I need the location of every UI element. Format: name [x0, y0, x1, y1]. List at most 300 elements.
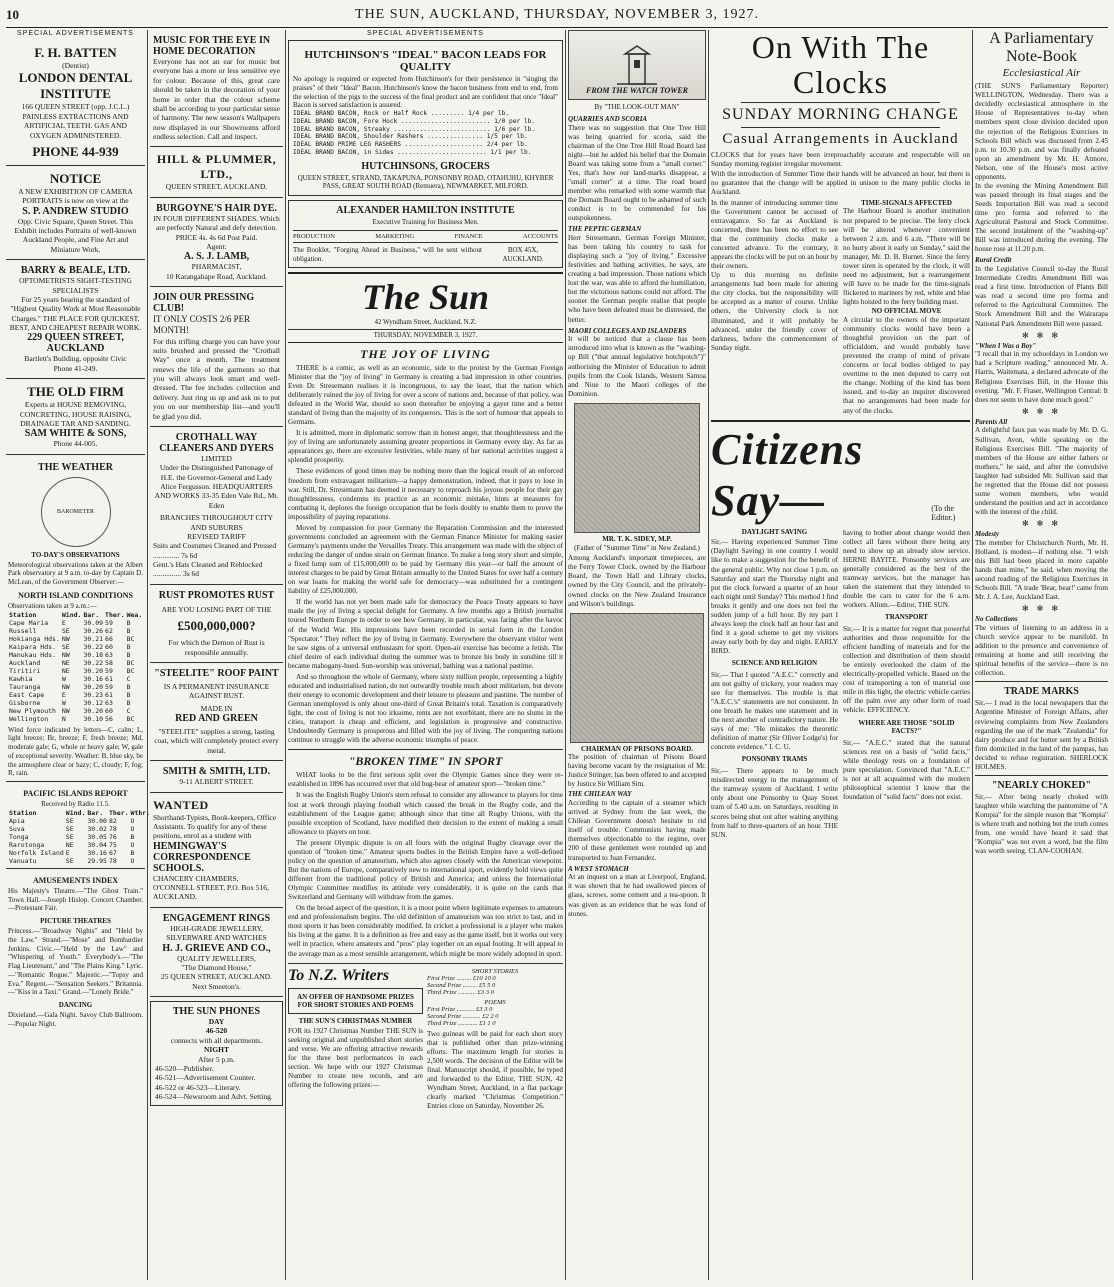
- divider-stars: ✻ ✻ ✻: [1021, 330, 1062, 340]
- batten-addr: 166 QUEEN STREET (opp. J.C.L.) PAINLESS EXTRACTIONS AND ARTIFICIAL TEETH. GAS AND OXYGEN ADMINISTERED.: [21, 102, 130, 140]
- barry-phone: Phone 41-249.: [53, 363, 98, 373]
- station-row: [8, 707, 143, 715]
- table-cell: New Plymouth: [9, 706, 56, 715]
- sidey-photo: [574, 403, 700, 533]
- joy-p5: If the world has not yet been made safe for democracy the Peace Treaty appears to have made the joy of living a special delight for Germany. A few months ago a British journalist toured Northern Europe in order to see how Germany, in particular, was faring after the havoc of the World War. His impressions have been recorded in serial form in the London "Spectator." They reflect the joy of living in Germany. Everywhere the observant visitor went he saw signs of a universal enthusiasm for sport. Open-air exercise has become a fetish. The chief desire of each individual during the summer was to bronze his body in sunshine till it became mahogany-hued. Sun-worship was universal, bathing was a national pastime.: [288, 598, 563, 670]
- studio-sub: Opp. Civic Square, Queen Street. This Exhibit includes Portraits of well-known Auckland People, and Fine Art and Miniature Work.: [14, 216, 137, 254]
- science-text: Sir,— That I quoted "A.E.C." correctly and am not guilty of trickery, your readers may see for themselves. The trouble is that "A.E.C.'s" statements are not consistent. In one breath he makes one statement and in the next another of contradictory nature. He says of me: "He mistakes the theoretic definition of matter (Sir Oliver Lodge's) for concrete evidence." I. C. U.: [711, 670, 838, 752]
- hamilton-tabs: [293, 230, 558, 243]
- joy-p4: Moved by compassion for poor Germany the Reparation Commission and the interested governments concluded an agreement with the German Finance Minister for making easier Germany's payments under the Versailles Treaty. This arrangement was made with the object of reducing the danger of undue strain on German finance. To make a long story short and simple, a fixed lump sum of £15,000,000 to be paid by Germany this year—or half the amount of interest charges to be paid by Great Britain annually to the United States for over half a century on war loans for making the world safe for democracy—was substituted for a contingent liability of £25,000,000.: [288, 523, 563, 596]
- station-row: [8, 651, 143, 659]
- rings-addr: 25 QUEEN STREET, AUCKLAND.: [161, 972, 272, 982]
- table-cell: Vanuatu: [9, 856, 37, 865]
- collections-text: The virtues of listening to an address in a church service appear to be manifold. In addition to the presence and convenience of remaining at home and still receiving the spiritual benefits of the service—there is no collection.: [975, 624, 1108, 678]
- barry-role: OPTOMETRISTS SIGHT-TESTING SPECIALISTS: [19, 276, 132, 295]
- writers-title: To N.Z. Writers: [288, 966, 390, 984]
- table-cell: NW: [61, 706, 70, 715]
- po-prize: Third Prize ............ £1 1 0: [427, 1019, 496, 1027]
- quarries-title: QUARRIES AND SCORIA: [568, 114, 648, 123]
- modesty-title: Modesty: [975, 530, 1000, 539]
- table-cell: Suva: [9, 824, 25, 833]
- joy-p6: And so throughout the whole of Germany, where sixty million people, representing a highly educated and industrialised nation, do not outwardly trouble much about militarism, but devote their energy to economic development and their leisure to pleasure and pastime. The number of German unemployed is only about one-third of Great Britain's total. Taxation is comparatively light, the cost of living is not too irksome, rents are not exorbitant, there are no slums in the cities, transport is cheap and efficient, and legislation is progressive and constructive. Undoubtedly Germany is prosperous and filled with the joy of living. The conquering nations continue to struggle with the adverse economic triumphs of peace.: [288, 672, 563, 745]
- broken-p1: WHAT looks to be the first serious split over the Olympic Games since they were re-established in 1896 has occurred over that old bug-bear of amateur sport—"broken time.": [288, 771, 563, 789]
- rust-text: ARE YOU LOSING PART OF THE: [161, 604, 272, 614]
- table-cell: Wind.: [65, 808, 86, 817]
- pacific-table: [8, 809, 151, 865]
- rust-title: RUST PROMOTES RUST: [158, 589, 275, 601]
- amusements-title: AMUSEMENTS INDEX: [32, 875, 119, 885]
- pacific-row: [8, 849, 151, 857]
- wanted-title: WANTED: [153, 797, 209, 812]
- table-cell: Bar.: [87, 808, 104, 817]
- station-row: [8, 643, 143, 651]
- hamilton-ad: [288, 200, 563, 268]
- bacon-item: IDEAL BRAND BACON, Shoulder Rashers ............... 1/5 per lb.: [293, 133, 528, 141]
- section-label: SPECIAL ADVERTISEMENTS: [367, 30, 484, 37]
- table-cell: 30.16: [83, 674, 104, 683]
- po-prize: Second Prize ........... £2 2 0: [427, 1012, 499, 1020]
- divider-stars: ✻ ✻ ✻: [1021, 519, 1062, 529]
- table-cell: B: [126, 690, 131, 699]
- table-cell: 75: [108, 840, 117, 849]
- table-cell: Manukau Hds.: [9, 650, 56, 659]
- table-cell: 82: [108, 816, 117, 825]
- ponsonby-text: Sir,— There appears to be much misdirected energy in the management of the tramway system of Auckland. I write only about one Ponsonby to Quay Street tram of 5.40 a.m. on Saturdays, resulting in scores being shut out after waiting anything from half to three-quarters of an hour. THE SUN.: [711, 767, 838, 839]
- science-title: SCIENCE AND RELIGION: [731, 659, 818, 668]
- music-text: Everyone has not an ear for music but everyone has a more or less sensitive eye for colour. Because of this, great care should be taken in the decoration of your home in order that the colour scheme shall be according to your particular sense of harmony. The new season's Wallpapers now displayed in our Showrooms afford endless selection. Call and inspect.: [153, 57, 280, 141]
- column-clocks-citizens: [711, 30, 970, 1282]
- table-cell: Station: [9, 808, 37, 817]
- pt-text: Princess.—"Broadway Nights" and "Held by the Law." Strand.—"Mose" and Bombardier Jenkins. Civic.—"Held by the Law" and "Whispering of Youth." Everybody's.—"The Flag Lieutenant," and "The Plains King." Lyric.—"Romantic Rogue." Majestic.—"Topsy and Eva." Regent.—"Sensation Seekers." Britannia.—"Kiss in a Taxi." Grand.—"Lonely Bride.": [8, 927, 143, 997]
- table-cell: 30.04: [87, 840, 107, 849]
- table-cell: B: [126, 682, 131, 691]
- phones-day-num: 46-520: [205, 1026, 228, 1036]
- hill-ad: [150, 147, 283, 197]
- bacon-item: IDEAL BRAND BACON, Fore Hock ........................ 1/0 per lb.: [293, 117, 536, 125]
- table-cell: BC: [126, 634, 135, 643]
- table-cell: O: [130, 840, 135, 849]
- watch-p2: Herr Stresemann, German Foreign Minister, has been taking his country to task for displaying such a "joy of living." Excessive festivities and bathing activities, he says, are creating a bad impression. Those nations which lost the war, was able to afford the humiliation, but the victorious nations could not afford. The sooner the German people realise that people who have been defeated must be distressed, the better.: [568, 233, 706, 324]
- table-cell: O: [130, 856, 135, 865]
- po-prize: First Prize ........... £3 3 0: [427, 1005, 493, 1013]
- phones-night-sub: After 5 p.m.: [198, 1054, 235, 1064]
- table-cell: NW: [61, 634, 70, 643]
- hamilton-sub: Executive Training for Business Men.: [372, 218, 479, 226]
- oldfirm-phone: Phone 44-005.: [53, 439, 98, 449]
- po-title: POEMS: [484, 998, 506, 1006]
- table-cell: Norfolk Island: [9, 848, 64, 857]
- rings-slogan: "The Diamond House,": [181, 962, 252, 972]
- solid-text: Sir,— "A.E.C." stated that the natural sciences rest on a basis of "solid facts," while theology rests on a foundation of pure speculation. Convinced that "A.E.C." is not at all acquainted with the modern philosophical scientist I know that the foundation of "solid facts" does not exist.: [843, 739, 970, 802]
- daylight-title: DAYLIGHT SAVING: [741, 527, 808, 536]
- table-cell: C: [126, 674, 131, 683]
- bacon-item: IDEAL BRAND BACON, in Sides ........................ 1/1 per lb.: [293, 148, 532, 156]
- sun-logo: The Sun: [361, 277, 490, 318]
- table-cell: 61: [105, 690, 113, 699]
- bacon-item: IDEAL BRAND BACON, Streaky .......................... 1/6 per lb.: [293, 125, 536, 133]
- crothall-sub: LIMITED: [201, 453, 232, 463]
- joy-p1: THERE is a comic, as well as an economic, side to the protest by the German Foreign Minister that the "joy of living" in Germany is creating a bad impression in other countries. Even Dr. Stresemann realises it is incongruous, to say the least, that the nation which deliberately ruined the joy of living for over a score of nations and, because of that policy, was defeated in the World War, should so soon thereafter be enjoying a gayer time and a better standard of living than the majority of its conquerors. This is the sort of humour that appeals to Germans.: [288, 363, 563, 427]
- table-cell: NE: [61, 666, 70, 675]
- pacific-row: [8, 817, 151, 825]
- watch-p1: There was no suggestion that One Tree Hill was being quarried for scoria, said the chairman of the One Tree Hill Road Board last night—but he added his belief that the Domain Board was taking some from a "small corner." Yes, that's how our land-marks disappear, a "small corner" at a time. The road board member who remarked with some warmth that the Domain Board ought to be ashamed of such conduct is to be commended for his outspokenness.: [568, 123, 706, 223]
- table-cell: 66: [105, 634, 113, 643]
- burgoyne-addr: 10 Karangahape Road, Auckland.: [165, 271, 267, 281]
- studio-name: S. P. ANDREW STUDIO: [22, 205, 129, 217]
- table-cell: O: [130, 824, 135, 833]
- stomach-title: A WEST STOMACH: [568, 864, 629, 873]
- wanted-ad: [150, 793, 283, 908]
- section-label: SPECIAL ADVERTISEMENTS: [17, 30, 134, 37]
- phones-line: 46-524—Newsroom and Advt. Setting.: [155, 1092, 273, 1101]
- nic-title: NORTH ISLAND CONDITIONS: [18, 590, 133, 600]
- rings-sub: HIGH-GRADE JEWELLERY, SILVERWARE AND WATCHES: [166, 923, 267, 943]
- clocks-p2: In the manner of introducing summer time the Government cannot be accused of extravagance. So far as Auckland is concerned, there has been no effort to see that the community clocks make a concerted advance. To the contrary, it appears the clocks will be put on an hour by their owners.: [711, 198, 838, 271]
- choked-title: "NEARLY CHOKED": [992, 779, 1091, 791]
- station-row: [8, 683, 143, 691]
- mid-text: having to bother about change would then collect all fares without there being any need to show up an already slow service. HERNE BAYITE. Ponsonby services are generally considered as the best of the tramway services, but the manager has taken the statement that they intended to double the cars to cater for the 6 a.m. workers. Allum.—Editor, THE SUN.: [843, 528, 970, 610]
- steelite-ad: [150, 663, 283, 761]
- smith-addr: 9-11 ALBERT STREET.: [179, 777, 254, 787]
- pressing-title: JOIN OUR PRESSING CLUB!: [153, 292, 255, 314]
- table-cell: 78: [108, 824, 117, 833]
- amusements-section: [6, 869, 145, 1032]
- chairman-caption: CHAIRMAN OF PRISONS BOARD.: [580, 744, 694, 753]
- phones-night: NIGHT: [203, 1045, 229, 1055]
- crothall-line2: Gent.'s Hats Cleaned and Reblocked ............... 3s 6d: [153, 560, 263, 579]
- table-cell: 56: [105, 714, 113, 723]
- table-cell: SE: [65, 824, 74, 833]
- table-cell: 30.18: [83, 650, 104, 659]
- table-cell: 30.16: [87, 848, 107, 857]
- watch-by: By "THE LOOK-OUT MAN": [594, 103, 680, 111]
- table-cell: E: [61, 618, 66, 627]
- table-cell: N: [61, 714, 66, 723]
- divider-stars: ✻ ✻ ✻: [1021, 604, 1062, 614]
- batten-role: (Dentist): [62, 61, 89, 70]
- notice-ad: [6, 166, 145, 260]
- table-cell: O: [130, 816, 135, 825]
- noofficial-title: NO OFFICIAL MOVE: [871, 307, 942, 316]
- clocks-casual: Casual Arrangements in Auckland: [722, 131, 959, 148]
- pacific-sub: Received by Radio 11.5.: [41, 800, 110, 809]
- notice-title: NOTICE: [49, 170, 102, 186]
- table-cell: 30.23: [83, 690, 104, 699]
- table-cell: NW: [61, 650, 70, 659]
- table-cell: 63: [105, 698, 113, 707]
- table-cell: C: [126, 706, 131, 715]
- rural-text: In the Legislative Council to-day the Rural Intermediate Credits Amendment Bill was read a first time. Introduction of Plants Bill was read a second time pro forma and referred to the Agricultural Committee. The Stock Amendment Bill and the Wairarapa National Park Amendment Bill were passed.: [975, 265, 1108, 328]
- pressing-cost: IT ONLY COSTS 2/6 PER MONTH!: [153, 314, 251, 336]
- table-cell: W: [61, 698, 66, 707]
- table-cell: SE: [65, 856, 74, 865]
- table-cell: 60: [105, 706, 113, 715]
- phones-title: THE SUN PHONES: [172, 1006, 261, 1017]
- table-cell: 60: [105, 642, 113, 651]
- parents-text: A delightful faux pas was made by Mr. D. G. Sullivan, Avon, while speaking on the Religious Exercises Bill. "The majority of members of the House are either fathers or mothers," he said, and after the convulsive laughter had subsided Mr. Sullivan said that he regretted that the House did not possess some women members, who would understand the position and act in accordance with the interest of the child.: [975, 426, 1108, 516]
- rural-title: Rural Credit: [975, 256, 1012, 265]
- phones-day: DAY: [208, 1017, 225, 1026]
- phones-line: 46-521—Advertisement Counter.: [155, 1073, 256, 1083]
- writers-text2: Two guineas will be paid for each short story that is published other than prize-winning efforts. The maximum length for stories is 2,500 words. The decision of the Editor will be final. Manuscript should, if possible, be typed and forwarded to the Editor, THE SUN, 42 Wyndham Street, Auckland, in a flat package clearly marked "Christmas Competition." Entries close on Saturday, November 26.: [427, 1029, 563, 1111]
- column-ads-left: [6, 30, 151, 1282]
- modesty-text: The member for Christchurch North, Mr. H. Holland, is modest—if nothing else. "I wish this Bill had been placed in more capable hands than mine," he said, when moving the second reading of the Religious Exercises in Schools Bill. "A trade 'Bear, bear!' came from Mr. J. A. Lee, Auckland East.: [975, 538, 1108, 602]
- oldfirm-title: THE OLD FIRM: [27, 384, 124, 400]
- station-row: [8, 635, 143, 643]
- table-cell: 30.22: [83, 658, 104, 667]
- sun-addr: 42 Wyndham Street, Auckland, N.Z.: [374, 318, 477, 327]
- smith-name: SMITH & SMITH, LTD.: [162, 766, 271, 778]
- table-cell: 30.26: [83, 626, 104, 635]
- watch-tower-logo: [568, 30, 706, 100]
- pacific-row: [8, 825, 151, 833]
- table-cell: SE: [61, 642, 70, 651]
- table-cell: SE: [61, 626, 70, 635]
- choked-text: Sir,— After being nearly choked with laughter while watching the pantomime of "A Kompia" for the simple reason that "Kompia" is where truth and nothing but the truth comes from, one would have heard it said that "Kompia" was not even a word, but the film was worth seeing. CLAN-COOHAN.: [975, 792, 1108, 856]
- rust-ad: [150, 585, 283, 663]
- bacon-text: No apology is required or expected from Hutchinson's for their persistence in "singing the praises" of their "Ideal" Bacon. Hutchinson's know the bacon business from end to end, from the selection of the pigs to the success of the final product and are confident that once "Ideal" Bacon is served satisfaction is assured.: [293, 75, 558, 110]
- column-editorial: [288, 30, 563, 1282]
- obs-text: Meteorological observations taken at the Albert Park observatory at 9 a.m. to-day by Captain D. McLean, of the Government Observer:—: [8, 560, 143, 587]
- table-cell: 30.05: [87, 832, 107, 841]
- peptic-title: THE PEPTIC GERMAN: [568, 225, 642, 234]
- table-cell: Wthr.: [130, 808, 151, 817]
- station-row: [8, 659, 143, 667]
- station-row: [8, 611, 143, 619]
- table-cell: 30.20: [83, 682, 104, 691]
- clocks-title: On With The Clocks: [751, 29, 930, 101]
- table-cell: 76: [108, 832, 117, 841]
- pt-title: PICTURE THEATRES: [40, 917, 111, 926]
- table-cell: 58: [105, 658, 113, 667]
- barometer-label: BAROMETER: [56, 508, 94, 515]
- bacon-item: IDEAL BRAND PRIME LEG RASHERS ..................... 2/4 per lb.: [293, 141, 528, 148]
- page-number: 10: [6, 7, 19, 22]
- rust-amount: £500,000,000?: [177, 618, 256, 634]
- table-cell: B: [130, 848, 135, 857]
- table-cell: 63: [105, 650, 113, 659]
- clocks-lead: CLOCKS that for years have been irreproachably accurate and respectable will on Sunday morning register irregular movement.: [711, 151, 970, 169]
- burgoyne-text: IN FOUR DIFFERENT SHADES. Which are perfectly Natural and defy detection.: [153, 213, 280, 233]
- table-cell: 30.21: [83, 634, 104, 643]
- sun-date: THURSDAY, NOVEMBER 3, 1927.: [288, 329, 563, 340]
- crothall-ad: [150, 427, 283, 585]
- hill-addr: QUEEN STREET, AUCKLAND.: [165, 182, 268, 192]
- pacific-section: [6, 782, 151, 869]
- table-cell: Bar.: [83, 610, 100, 619]
- column-parliament: [975, 30, 1108, 1282]
- table-cell: 29.95: [87, 856, 107, 865]
- table-cell: B: [130, 832, 135, 841]
- table-cell: Kawhia: [9, 674, 33, 683]
- weather-title: THE WEATHER: [38, 461, 113, 473]
- station-row: [8, 675, 143, 683]
- chilean-title: THE CHILEAN WAY: [568, 790, 632, 799]
- crothall-branches: BRANCHES THROUGHOUT CITY AND SUBURBS: [159, 513, 274, 532]
- table-cell: Gisborne: [9, 698, 41, 707]
- table-cell: B: [126, 626, 131, 635]
- pressing-text: For this trifling charge you can have your suits brushed and pressed the "Crothall Way" once a month. The treatment renews the life of the garments so that you will always look smart and well-dressed. The fee includes collection and delivery. Just ring us up and ask us to put you on our membership list—and you'll be glad you did.: [153, 336, 280, 421]
- broken-p2: It was the English Rugby Union's stern refusal to consider any allowance to players for time lost at work through playing football which caused the break in the Rugby code, and the establishment of the League game; although since that time all Rugby Unions, with the possible exception of Scotland, have modified their decision to the extent of making a small allowance to players on tour.: [288, 791, 563, 836]
- table-cell: 30.20: [83, 706, 104, 715]
- stations-table: [8, 611, 143, 723]
- steelite-made: MADE IN: [200, 703, 233, 713]
- hemingway-addr: CHANCERY CHAMBERS, O'CONNELL STREET, P.O. Box 516, AUCKLAND.: [153, 873, 269, 902]
- hamilton-box: BOX 45X, AUCKLAND.: [502, 245, 544, 263]
- trade-text: Sir,— I read in the local newspapers that the Argentine Minister of Foreign Affairs, after reviewing complaints from New Zealanders regarding the use of the mark "Zealandia" for dairy produce and for butter sent by a British firm domiciled in the land of the pampas, has decided to refuse registration. SHERLOCK HOLMES.: [975, 699, 1108, 771]
- nic-sub: Observations taken at 9 a.m.:—: [8, 601, 97, 610]
- table-cell: BC: [126, 666, 135, 675]
- smith-ad: [150, 761, 283, 792]
- broken-article: [288, 771, 563, 958]
- burgoyne-name: A. S. J. LAMB,: [183, 251, 250, 263]
- table-cell: Wind.: [61, 610, 82, 619]
- obs-title: TO-DAY'S OBSERVATIONS: [31, 550, 120, 559]
- burgoyne-agent: Agent:: [206, 241, 227, 251]
- barometer-icon: [41, 477, 111, 547]
- baby-text: "I recall that in my schooldays in London we had a Scripture reading," announced Mr. A. Harris, Waitemata, a declared advocate of the Religious Exercises Bill, in the House this evening. "Mr. F. Fraser, Wellington Central: It does not seem to have done much good.": [975, 350, 1108, 404]
- burgoyne-price: PRICE 4s. 4s 6d Post Paid.: [175, 232, 258, 242]
- hamilton-book: The Booklet, "Forging Ahead in Business," will be sent without obligation.: [293, 245, 482, 263]
- clocks-p1: With the introduction of Summer Time their hands will be advanced an hour, but there is no guarantee that the change will be applied in unison to the many public clocks in Auckland.: [711, 169, 970, 196]
- pacific-row: [8, 833, 151, 841]
- wind-text: Wind force indicated by letters—C, calm; L, light breeze; Br, breeze; F, fresh breeze; Md, moderate gale; G, whole or heavy gale; W, gale of exceptional severity. Weather: B, blue sky, be the atmosphere clear or hazy; C, cloudy; F, fog; R, rain.: [8, 725, 143, 778]
- pacific-title: PACIFIC ISLANDS REPORT: [23, 789, 128, 799]
- table-cell: 67: [108, 848, 117, 857]
- table-cell: Tonga: [9, 832, 29, 841]
- table-cell: 30.00: [87, 816, 107, 825]
- batten-phone: PHONE 44-939: [32, 143, 119, 159]
- pacific-row: [8, 841, 151, 849]
- chairman-photo: [570, 613, 704, 743]
- ss-prize: First Prize ......... £10 10 0: [427, 974, 496, 982]
- watch-p5: According to the captain of a steamer which arrived at Sydney from the last week, the Chilean Government doesn't hesitate to rid itself of trouble. Communists having made themselves objectionable to the regime, over 200 of these gentlemen were rounded up and transported to Juan Fernandez.: [568, 799, 706, 862]
- table-cell: Tauranga: [9, 682, 41, 691]
- pressing-ad: [150, 287, 283, 427]
- table-cell: Hokianga Hds.: [9, 634, 60, 643]
- table-cell: Apia: [9, 816, 25, 825]
- station-row: [8, 619, 143, 627]
- phones-box: [150, 1001, 283, 1106]
- crothall-line1: Suits and Costumes Cleaned and Pressed .............. 7s 6d: [153, 541, 277, 560]
- table-cell: NW: [61, 682, 70, 691]
- hill-name: HILL & PLUMMER, LTD.,: [156, 152, 277, 182]
- barry-text: For 25 years bearing the standard of "Highest Quality Work at Most Reasonable Charges." THE PLACE FOR QUICKEST, BEST, AND CHEAPEST REPAIR WORK.: [9, 294, 142, 332]
- table-cell: E: [61, 690, 66, 699]
- table-cell: W: [61, 674, 66, 683]
- tsa-title: TIME-SIGNALS AFFECTED: [861, 198, 952, 207]
- bacon-item: IDEAL BRAND BACON, Rock or Half Rock ......... 1/4 per lb.: [293, 110, 510, 117]
- table-cell: Wellington: [9, 714, 49, 723]
- burgoyne-role: PHARMACIST,: [191, 262, 242, 272]
- table-cell: Tiritiri: [9, 666, 41, 675]
- writers-text: FOR its 1927 Christmas Number THE SUN is seeking original and unpublished short stories and verse. We are offering attractive rewards for the three best performances in each section. We hope with our 1927 Christmas Number to create new records, and are offering the following prizes:—: [288, 1026, 423, 1089]
- weather-section: [6, 455, 145, 783]
- oldfirm-ad: [6, 379, 145, 455]
- joy-p3: These evidences of good times may be nothing more than the logical result of an enforced freedom from extravagant militarism—a happy demonstration, indeed, that it pays to lose in war. Still, Dr. Stresemann has deemed it necessary to reproach his joyous people for their gay thoughtlessness, condemns its practice as an economic mistake, hints at measures for combating it, deplores the foreign occupation that he feels doubly to enable them to prove the impossibility of paying reparations.: [288, 467, 563, 521]
- table-cell: B: [126, 698, 131, 707]
- table-cell: B: [126, 642, 131, 651]
- station-row: [8, 699, 143, 707]
- dance-text: Dixieland.—Gala Night. Savoy Club Ballroom.—Popular Night.: [8, 1011, 143, 1028]
- transport-text: Sir,— It is a matter for regret that powerful authorities and those responsible for the efficient handling of materials and for the collection and distribution of them should be entirely overlooked the claim of the electrically-propelled vehicle. Based on the cost of transporting a ton of material one mile in this light, the electric vehicle carries off the palm over any other form of road vehicle. EFFICIENCY.: [843, 624, 970, 715]
- steelite-colors: RED AND GREEN: [175, 713, 258, 724]
- writers-xmas: THE SUN'S CHRISTMAS NUMBER: [298, 1016, 413, 1025]
- oldfirm-name: SAM WHITE & SONS,: [24, 428, 127, 440]
- parl-intro: (THE SUN'S Parliamentary Reporter) WELLINGTON, Wednesday. There was a decidedly ecclesiastical atmosphere in the House of Representatives to-day when members spent close division decided upon the rejection of the Religious Exercises in Schools Bill which was discussed from 2.45 p.m. to 10.30 p.m. and was finally defeated upon an amendment by Mr. H. Atmore, Nelson, one of the House's most active opponents.: [975, 82, 1108, 181]
- rings-ad: [150, 908, 283, 997]
- collections-title: No Collections: [975, 615, 1018, 624]
- steelite-text: IS A PERMANENT INSURANCE AGAINST RUST.: [163, 681, 270, 701]
- pacific-row: [8, 857, 151, 865]
- bacon-addr: QUEEN STREET, STRAND, TAKAPUNA, PONSONBY ROAD, OTAHUHU, KHYBER PASS, GREAT SOUTH ROAD (Remuera), NEWMARKET, MILFORD.: [297, 173, 554, 191]
- station-row: [8, 627, 143, 635]
- ss-prize: Second Prize ......... £5 5 0: [427, 981, 496, 989]
- clocks-sub: SUNDAY MORNING CHANGE: [722, 106, 959, 124]
- sidey-caption-sub: (Father of "Summer Time" in New Zealand.): [574, 543, 700, 552]
- table-cell: 30.02: [87, 824, 107, 833]
- table-cell: SE: [65, 816, 74, 825]
- wanted-text: Shorthand-Typists, Book-keepers, Office Assistants. To qualify for any of these positions, enrol as a student with: [153, 812, 277, 841]
- batten-inst2: INSTITUTE: [40, 86, 111, 102]
- sidey-caption: MR. T. K. SIDEY, M.P.: [602, 534, 672, 543]
- phones-line: 46-522 or 46-523—Literary.: [155, 1082, 241, 1092]
- parents-title: Parents All: [975, 417, 1008, 426]
- column-ads-second: [150, 30, 283, 1282]
- joy-article: [288, 364, 563, 746]
- ss-title: SHORT STORIES: [471, 967, 519, 975]
- hemingway-title: HEMINGWAY'S CORRESPONDENCE SCHOOLS.: [153, 840, 251, 874]
- table-cell: Kaipara Hds.: [9, 642, 56, 651]
- column-watch-tower: [568, 30, 706, 1282]
- station-row: [8, 691, 143, 699]
- masthead: [6, 4, 1108, 26]
- batten-inst1: LONDON DENTAL: [18, 70, 133, 86]
- bacon-ad: [288, 40, 563, 196]
- citizens-title: Citizens Say—: [711, 424, 864, 525]
- watch-title: FROM THE WATCH TOWER: [585, 86, 689, 95]
- barry-addr2: Bartlett's Building, opposite Civic: [24, 354, 127, 364]
- tower-icon: [607, 46, 667, 86]
- joy-p2: It is admitted, more in diplomatic sorrow than in honest anger, that thoughtlessness and the joy of living are unfortunately assuming greater proportions in Germany every day. As far as appearances go, there are excessive festivities, while many of her national activities suggest a splendid prosperity.: [288, 429, 563, 465]
- hamilton-tab: ACCOUNTS: [522, 232, 558, 240]
- hamilton-title: ALEXANDER HAMILTON INSTITUTE: [336, 205, 515, 216]
- barry-name: BARRY & BEALE, LTD.: [20, 265, 131, 277]
- table-cell: B: [126, 618, 131, 627]
- rings-role: QUALITY JEWELLERS,: [177, 953, 256, 963]
- joy-title: THE JOY OF LIVING: [360, 346, 491, 361]
- table-cell: 30.20: [83, 666, 104, 675]
- watch-p3: It will be noticed that a clause has been introduced into what is known as the "washing-up Bill ("that annual legislative hotchpotch")" authorising the Minister of Education to admit pupils from the Cook Islands, Western Samoa and Niue to the Maori colleges of the Dominion.: [568, 335, 706, 398]
- clocks-p4: The Harbour Board is another institution not prepared to be precise. The ferry clock will be altered whenever convenient between 2 a.m. and 6 a.m. "There will be no hurry about it early on Sunday," said the manager, Mr. D. B. Burnet. Since the ferry tower siren is operated by the clock, it will need no adjustment, but a rearrangement will have to be made for the time-signals flickered to mariners by red, white and blue lights hoisted to the ferry building mast.: [843, 207, 970, 307]
- phones-day-text: connects with all departments.: [170, 1035, 263, 1045]
- chairman-caption-sub: The position of chairman of Prisons Board having become vacant by the resignation of Mr. Justice Stringer, has been offered to and accepted by Justice Sir William Sim.: [568, 753, 706, 788]
- table-cell: B: [126, 650, 131, 659]
- music-ad: [150, 30, 283, 147]
- crothall-tariff: REVISED TARIFF: [187, 531, 246, 541]
- watch-p4: Among Auckland's important timepieces, are the Ferry Tower Clock, owned by the Harbour Board, the Town Hall and Library clocks, owned by the City Council, and the privately-owned clocks on the New Zealand Insurance and Wilson's buildings.: [568, 554, 706, 608]
- table-cell: Wea.: [126, 610, 143, 619]
- phones-line: 46-520—Publisher.: [155, 1063, 214, 1073]
- table-cell: 78: [108, 856, 117, 865]
- burgoyne-title: BURGOYNE'S HAIR DYE.: [156, 202, 277, 214]
- bacon-name: HUTCHINSONS, GROCERS: [361, 160, 490, 172]
- table-cell: 61: [105, 674, 113, 683]
- table-cell: NE: [61, 658, 70, 667]
- rings-name: H. J. GRIEVE AND CO.,: [162, 942, 271, 954]
- baby-title: "When I Was a Boy": [975, 341, 1037, 350]
- masthead-title: THE SUN, AUCKLAND, THURSDAY, NOVEMBER 3, 1927.: [355, 7, 759, 22]
